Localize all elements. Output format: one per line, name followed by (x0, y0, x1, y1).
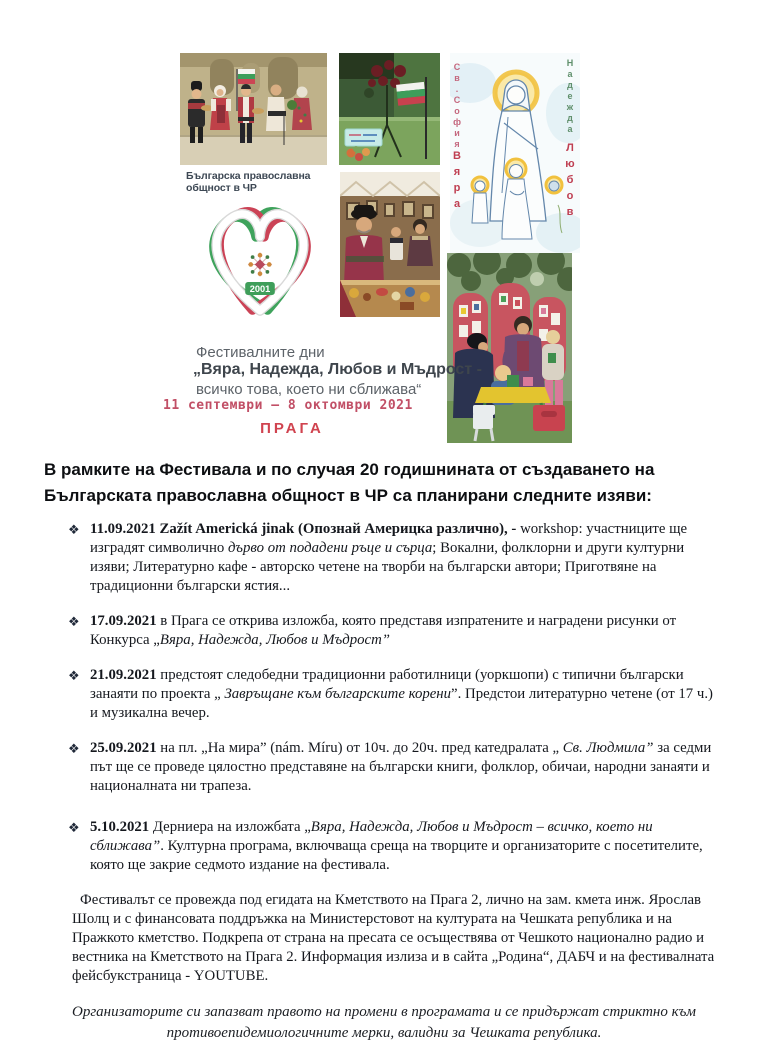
photo-craft-market (340, 172, 440, 317)
photo-folk-group (180, 53, 327, 165)
diamond-bullet-icon: ❖ (68, 821, 80, 836)
event-text-italic: Вяра, Надежда, Любов и Мъдрост” (159, 632, 390, 648)
logo-heart (186, 188, 334, 328)
events-list (68, 520, 720, 875)
festival-title-line2: „Вяра, Надежда, Любов и Мъдрост - (193, 361, 482, 378)
event-item-2509 (68, 739, 720, 796)
disclaimer-paragraph: Организаторите си запазват правото на промени в програмата и се придържат стриктно към противоепидемиологичните мерки, валидни за Чешката република. (71, 1004, 696, 1041)
event-item-2109 (68, 666, 720, 723)
event-date: 17.09.2021 (90, 613, 161, 629)
logo-rosette-icon (248, 252, 272, 276)
diamond-bullet-icon: ❖ (68, 615, 80, 630)
event-text: предстоят следобедни традиционни работилници (уоркшопи) с типични български занаяти по проекта „ (90, 667, 684, 702)
photo-children-workshop (447, 253, 572, 443)
diamond-bullet-icon: ❖ (68, 669, 80, 684)
icon-label-st-sofia: Св.София (452, 62, 462, 150)
event-text: workshop: участниците ще изградят символично (90, 521, 688, 556)
event-date: 21.09.2021 (90, 667, 161, 683)
event-item-1709 (68, 612, 720, 650)
logo-year: 2001 (249, 284, 271, 295)
event-text: Дерниера на изложбата „ (152, 819, 311, 835)
photo-saints-icon (450, 53, 580, 253)
photo-flowers-flag (339, 53, 440, 165)
event-text: за седми път ще се проведе цялостно представяне на български книги, фолклор, обичаи, народни занаяти и националната ни трапеза. (90, 740, 712, 794)
diamond-bullet-icon: ❖ (68, 523, 80, 538)
event-text-italic: дърво от подадени ръце и сърца (228, 540, 433, 556)
festival-city: ПРАГА (260, 420, 324, 437)
festival-dates: 11 септември – 8 октомври 2021 (163, 398, 413, 413)
event-text: ; Вокални, фолклорни и други културни изяви; Литературно кафе - авторско четене на творби на български автори; Приготвяне на традиционни български ястия... (90, 540, 685, 594)
event-text-italic: Вяра, Надежда, Любов и Мъдрост – всичко, което ни сближава” (90, 819, 653, 854)
event-text: в Прага се открива изложба, която представя изпратените и наградени рисунки от Конкурса „ (90, 613, 677, 648)
icon-label-nadezhda: Надежда (565, 58, 575, 135)
event-text-italic: Завръщане към българските корени (224, 686, 452, 702)
event-text: на пл. „На мира” (nám. Míru) от 10ч. до 20ч. пред катедралата „ (160, 740, 563, 756)
logo-caption: Българска православна общност в ЧР (186, 170, 311, 194)
document-body (0, 457, 768, 1044)
diamond-bullet-icon: ❖ (68, 742, 80, 757)
icon-label-lyubov: Любов (564, 142, 576, 222)
event-date: 5.10.2021 (90, 819, 153, 835)
intro-heading: В рамките на Фестивала и по случая 20 годишнината от създаването на Българската православна общност в ЧР са планирани следните изяви: (44, 460, 655, 505)
event-item-0510 (68, 818, 720, 875)
organizers-paragraph: Фестивалът се провежда под егидата на Кметството на Прага 2, лично на зам. кмета инж. Ярослав Шолц и с финансовата поддръжка на Министерстовот на културата на Чешката република и на Пражкото кметство. Подкрепа от страна на пресата се осъществява от Чешкото национално радио и вестника на Кметството на Прага 2. Информация излиза и в сайта „Родина“, ДАБЧ и на фестивалната фейсбукстраница - YOUTUBE. (72, 892, 715, 984)
festival-title-line1: Фестивалните дни (196, 344, 325, 361)
event-text-italic: Св. Людмила” (562, 740, 658, 756)
event-text: ”. Предстои литературно четене (от 17 ч.) и музикална вечер. (90, 686, 713, 721)
festival-title-line3: всичко това, което ни сближава“ (196, 381, 422, 398)
event-date: 25.09.2021 (90, 740, 161, 756)
event-date: 11.09.2021 Zažít Americká jinak (Опознай Америцка различно), - (90, 521, 521, 537)
event-item-1109 (68, 520, 720, 596)
event-text: . Културна програма, включваща среща на творците и организаторите с посетителите, която ще закрие седмото издание на фестивала. (90, 838, 703, 873)
icon-label-vyara: Вяра (451, 150, 463, 214)
